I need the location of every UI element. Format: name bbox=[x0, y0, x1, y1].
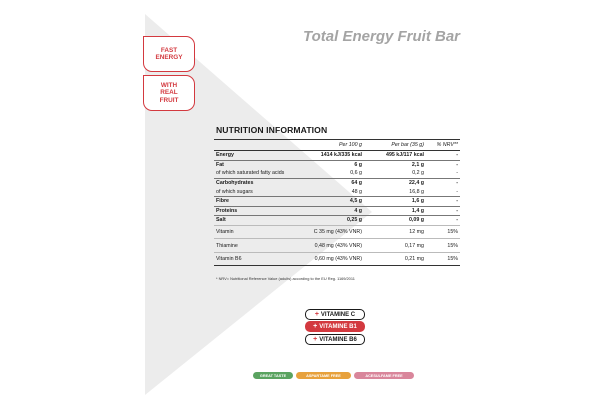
table-row bbox=[214, 187, 460, 196]
nutrient-name: Energy bbox=[214, 151, 292, 161]
nutrient-name: Vitamin bbox=[214, 225, 292, 239]
value-per-bar: 0,17 mg bbox=[364, 239, 426, 253]
value-per-bar: 12 mg bbox=[364, 225, 426, 239]
vitamin-label: VITAMINE C bbox=[320, 311, 356, 318]
claim-line: FAST bbox=[160, 46, 178, 54]
column-header: % NRV** bbox=[426, 140, 460, 151]
column-header: Per 100 g bbox=[292, 140, 364, 151]
table-row bbox=[214, 151, 460, 161]
value-per-bar: 16,8 g bbox=[409, 188, 424, 195]
table-header-row bbox=[214, 140, 460, 151]
value-per-100g: 4 g bbox=[292, 206, 364, 216]
table-row bbox=[214, 178, 460, 187]
value-nrv: 15% bbox=[426, 225, 460, 239]
value-per-bar: 0,2 g bbox=[412, 170, 424, 177]
value-nrv: - bbox=[426, 160, 460, 169]
table-row bbox=[214, 252, 460, 266]
table-row bbox=[214, 160, 460, 169]
plus-icon: + bbox=[313, 336, 318, 343]
value-nrv: - bbox=[426, 206, 460, 216]
value-nrv: - bbox=[426, 196, 460, 206]
badge-acesulfame-free: ACESULFAME FREE bbox=[354, 372, 414, 379]
table-row bbox=[214, 216, 460, 226]
value-per-bar: 22,4 g bbox=[364, 178, 426, 187]
table-row bbox=[214, 239, 460, 253]
column-header bbox=[214, 140, 292, 151]
badge-great-taste: GREAT TASTE bbox=[253, 372, 293, 379]
value-per-100g: 6 g bbox=[292, 160, 364, 169]
nutrient-name: of which sugars bbox=[216, 188, 253, 195]
footnote: * NRV= Nutritional Reference Value (adults) according to the EU Reg. 1169/2011 bbox=[216, 276, 355, 281]
value-per-100g: 1414 kJ/335 kcal bbox=[292, 151, 364, 161]
claim-line: REAL bbox=[160, 89, 178, 97]
badge-aspartame-free: ASPARTAME FREE bbox=[296, 372, 351, 379]
claim-line: WITH bbox=[160, 82, 178, 90]
value-per-100g: 48 g bbox=[351, 188, 362, 195]
vitamin-label: VITAMINE B1 bbox=[319, 323, 357, 330]
nutrient-name: Salt bbox=[214, 216, 292, 226]
value-per-bar: 0,09 g bbox=[364, 216, 426, 226]
value-per-100g: 4,5 g bbox=[292, 196, 364, 206]
claim-real-fruit bbox=[143, 75, 195, 111]
value-per-100g: C 35 mg (43% VNR) bbox=[292, 225, 364, 239]
value-per-100g: 0,25 g bbox=[292, 216, 364, 226]
value-nrv: - bbox=[426, 178, 460, 187]
value-nrv: - bbox=[426, 216, 460, 226]
nutrient-name: Fat bbox=[214, 160, 292, 169]
nutrition-heading: NUTRITION INFORMATION bbox=[216, 125, 328, 135]
column-header: Per bar (35 g) bbox=[364, 140, 426, 151]
value-nrv: 15% bbox=[426, 239, 460, 253]
value-nrv: 15% bbox=[426, 252, 460, 266]
value-per-bar: 0,21 mg bbox=[364, 252, 426, 266]
table-row bbox=[214, 169, 460, 178]
product-title: Total Energy Fruit Bar bbox=[303, 28, 460, 45]
plus-icon: + bbox=[314, 311, 319, 318]
nutrient-name: Proteins bbox=[214, 206, 292, 216]
value-nrv: - bbox=[426, 151, 460, 161]
value-per-100g: 0,6 g bbox=[350, 170, 362, 177]
value-per-bar: 495 kJ/117 kcal bbox=[364, 151, 426, 161]
table-row bbox=[214, 206, 460, 216]
value-per-100g: 64 g bbox=[292, 178, 364, 187]
value-nrv: - bbox=[456, 188, 458, 195]
nutrient-name: Carbohydrates bbox=[214, 178, 292, 187]
value-nrv: - bbox=[456, 170, 458, 177]
vitamin-badge-b6 bbox=[305, 334, 365, 345]
nutrient-name: of which saturated fatty acids bbox=[216, 170, 285, 177]
nutrition-table bbox=[214, 139, 460, 266]
nutrient-name: Vitamin B6 bbox=[214, 252, 292, 266]
table-row bbox=[214, 196, 460, 206]
claim-line: ENERGY bbox=[155, 54, 183, 61]
table-row bbox=[214, 225, 460, 239]
vitamin-label: VITAMINE B6 bbox=[319, 336, 357, 343]
nutrient-name: Thiamine bbox=[214, 239, 292, 253]
value-per-bar: 1,4 g bbox=[364, 206, 426, 216]
claim-fast-energy bbox=[143, 36, 195, 72]
value-per-100g: 0,60 mg (43% VNR) bbox=[292, 252, 364, 266]
vitamin-badge-b1 bbox=[305, 321, 365, 332]
plus-icon: + bbox=[313, 323, 318, 330]
value-per-100g: 0,48 mg (43% VNR) bbox=[292, 239, 364, 253]
value-per-bar: 1,6 g bbox=[364, 196, 426, 206]
value-per-bar: 2,1 g bbox=[364, 160, 426, 169]
nutrient-name: Fibre bbox=[214, 196, 292, 206]
claim-line: FRUIT bbox=[159, 96, 179, 104]
vitamin-badge-c bbox=[305, 309, 365, 320]
